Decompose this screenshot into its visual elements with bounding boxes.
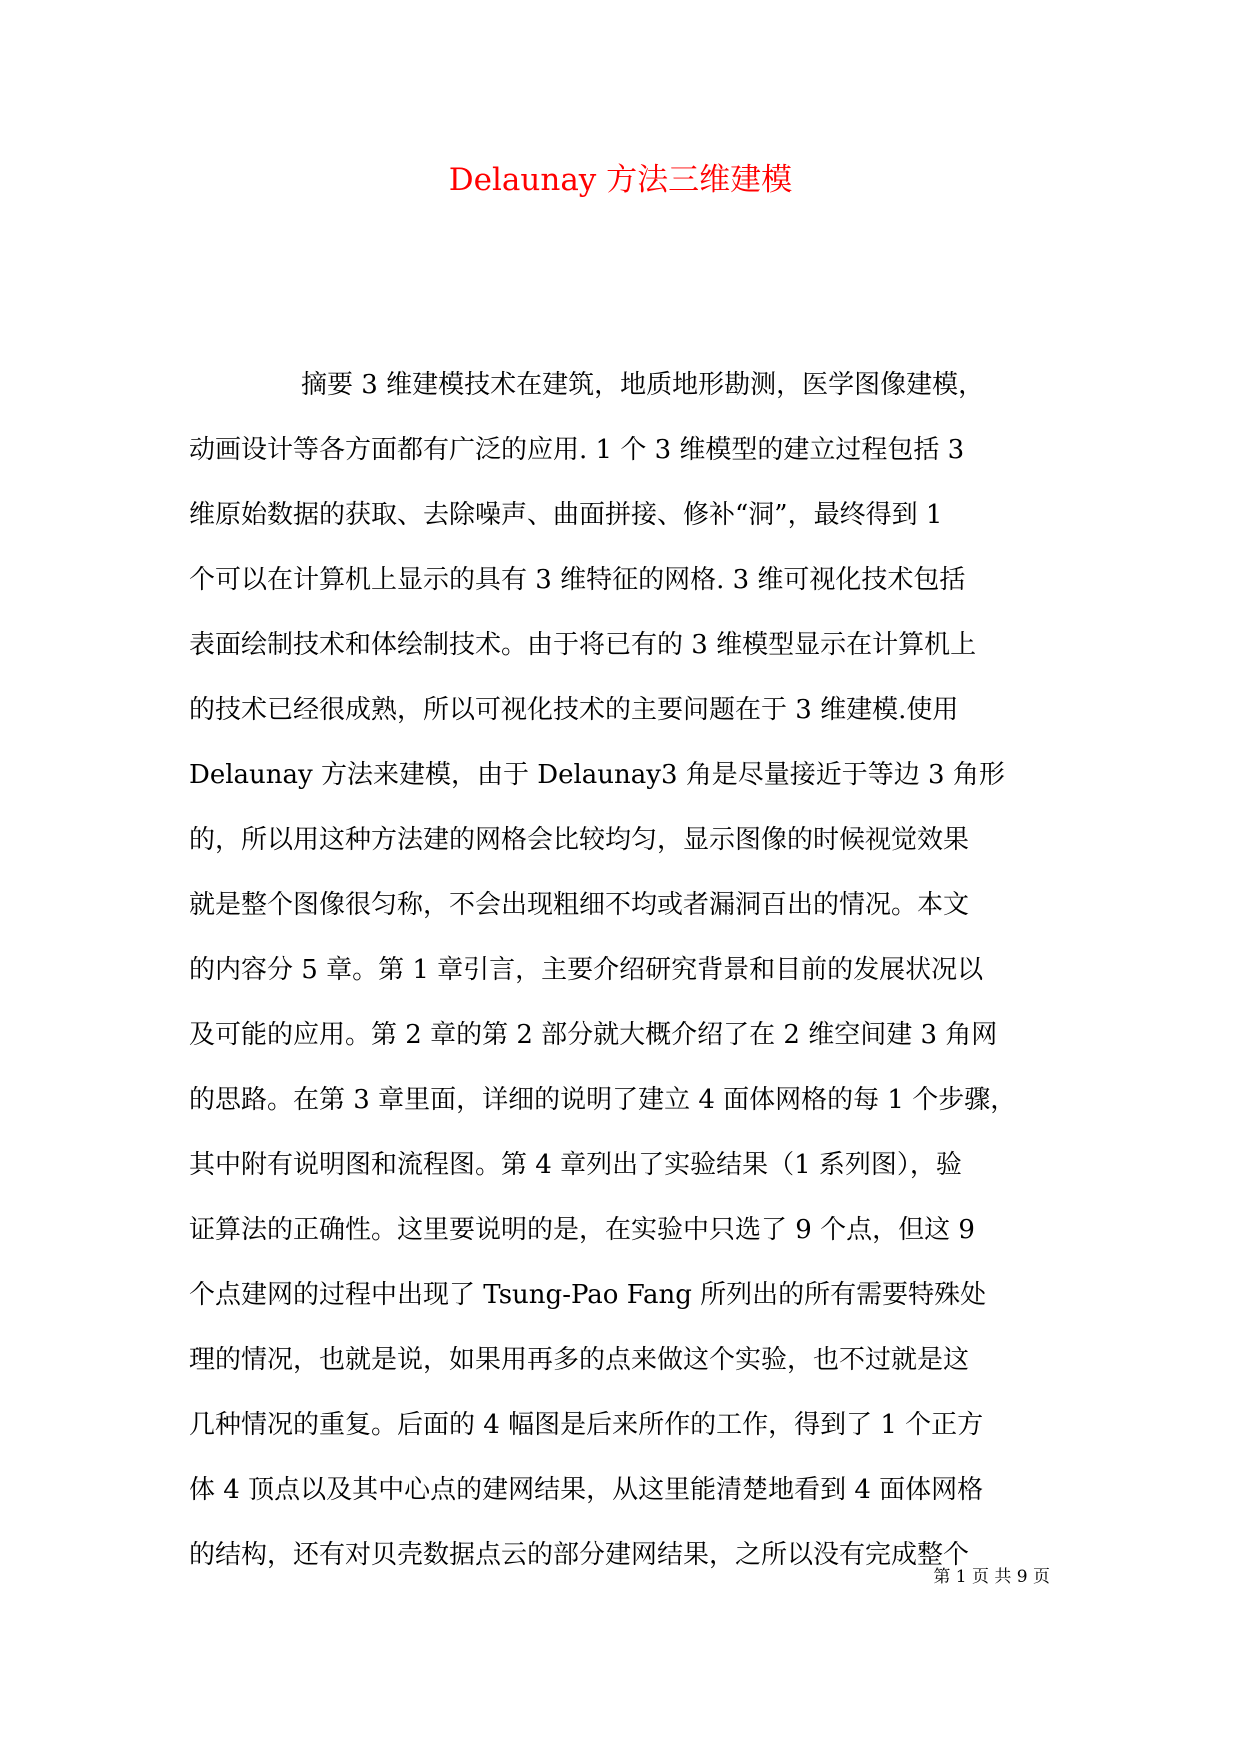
text-line: 其中附有说明图和流程图。第 4 章列出了实验结果（1 系列图），验 <box>189 1150 962 1180</box>
text-line: 证算法的正确性。这里要说明的是，在实验中只选了 9 个点，但这 9 <box>189 1215 975 1245</box>
text-line: 个可以在计算机上显示的具有 3 维特征的网格. 3 维可视化技术包括 <box>189 565 966 595</box>
text-line: 体 4 顶点以及其中心点的建网结果，从这里能清楚地看到 4 面体网格 <box>189 1475 984 1505</box>
text-line: 摘要 3 维建模技术在建筑，地质地形勘测，医学图像建模， <box>301 370 985 400</box>
text-line: 理的情况，也就是说，如果用再多的点来做这个实验，也不过就是这 <box>189 1345 970 1375</box>
text-line: 动画设计等各方面都有广泛的应用. 1 个 3 维模型的建立过程包括 3 <box>189 435 965 465</box>
abstract-body <box>189 353 1059 1588</box>
text-line: 及可能的应用。第 2 章的第 2 部分就大概介绍了在 2 维空间建 3 角网 <box>189 1020 998 1050</box>
text-line: 的结构，还有对贝壳数据点云的部分建网结果，之所以没有完成整个 <box>189 1540 970 1570</box>
text-line: Delaunay 方法来建模，由于 Delaunay3 角是尽量接近于等边 3 角形 <box>189 760 1005 790</box>
text-line: 的，所以用这种方法建的网格会比较均匀，显示图像的时候视觉效果 <box>189 825 970 855</box>
text-line: 的内容分 5 章。第 1 章引言，主要介绍研究背景和目前的发展状况以 <box>189 955 984 985</box>
text-line: 的思路。在第 3 章里面，详细的说明了建立 4 面体网格的每 1 个步骤， <box>189 1085 1017 1115</box>
text-line: 个点建网的过程中出现了 Tsung-Pao Fang 所列出的所有需要特殊处 <box>189 1280 987 1310</box>
text-line: 就是整个图像很匀称，不会出现粗细不均或者漏洞百出的情况。本文 <box>189 890 970 920</box>
text-line: 维原始数据的获取、去除噪声、曲面拼接、修补“洞”，最终得到 1 <box>189 500 943 530</box>
text-line: 表面绘制技术和体绘制技术。由于将已有的 3 维模型显示在计算机上 <box>189 630 977 660</box>
text-line: 几种情况的重复。后面的 4 幅图是后来所作的工作，得到了 1 个正方 <box>189 1410 984 1440</box>
text-line: 的技术已经很成熟，所以可视化技术的主要问题在于 3 维建模.使用 <box>189 695 959 725</box>
page-number-footer: 第 1 页 共 9 页 <box>933 1567 1050 1587</box>
document-title: Delaunay 方法三维建模 <box>448 162 793 198</box>
